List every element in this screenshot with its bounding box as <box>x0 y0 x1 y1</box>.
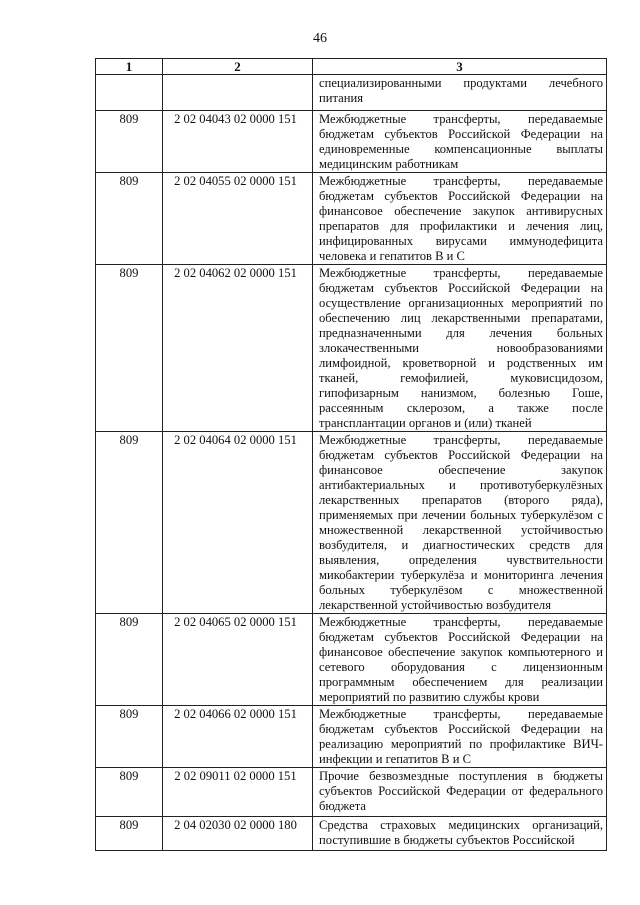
column-header-2: 2 <box>163 59 313 75</box>
description-cell: Прочие безвозмездные поступления в бюджеты субъектов Российской Федерации от федерального бюджета <box>313 768 607 817</box>
table-row <box>96 111 607 173</box>
description-cell: специализированными продуктами лечебного питания <box>313 75 607 111</box>
page-number: 46 <box>313 31 327 46</box>
table-row <box>96 768 607 817</box>
description-cell: Межбюджетные трансферты, передаваемые бюджетам субъектов Российской Федерации на финансовое обеспечение закупок антибактериальных и противотуберкулёзных лекарственных препаратов (второго ряда), применяемых при лечении больных туберкулёзом с множественной лекарственной устойчивостью возбудителя, и диагностических средств для выявления, определения чувствительности микобактерии туберкулёза и мониторинга лечения больных туберкулёзом с множественной лекарственной устойчивостью возбудителя <box>313 432 607 614</box>
table-row <box>96 817 607 851</box>
admin-code-cell: 809 <box>96 768 163 817</box>
description-cell: Межбюджетные трансферты, передаваемые бюджетам субъектов Российской Федерации на реализацию мероприятий по профилактике ВИЧ-инфекции и гепатитов В и С <box>313 706 607 768</box>
table-row <box>96 265 607 432</box>
budget-code-cell: 2 02 04062 02 0000 151 <box>163 265 313 432</box>
budget-code-cell: 2 02 09011 02 0000 151 <box>163 768 313 817</box>
budget-code-cell <box>163 75 313 111</box>
admin-code-cell <box>96 75 163 111</box>
budget-code-cell: 2 02 04066 02 0000 151 <box>163 706 313 768</box>
description-cell: Межбюджетные трансферты, передаваемые бюджетам субъектов Российской Федерации на финансовое обеспечение закупок компьютерного и сетевого оборудования с лицензионным программным обеспечением для реализации мероприятий по развитию службы крови <box>313 614 607 706</box>
budget-code-cell: 2 02 04064 02 0000 151 <box>163 432 313 614</box>
admin-code-cell: 809 <box>96 817 163 851</box>
budget-code-cell: 2 02 04043 02 0000 151 <box>163 111 313 173</box>
description-cell: Межбюджетные трансферты, передаваемые бюджетам субъектов Российской Федерации на финансовое обеспечение закупок антивирусных препаратов для профилактики и лечения лиц, инфицированных вирусами иммунодефицита человека и гепатитов В и С <box>313 173 607 265</box>
admin-code-cell: 809 <box>96 111 163 173</box>
table-row <box>96 432 607 614</box>
admin-code-cell: 809 <box>96 173 163 265</box>
table-row <box>96 75 607 111</box>
budget-code-cell: 2 02 04055 02 0000 151 <box>163 173 313 265</box>
budget-codes-table <box>95 58 607 851</box>
admin-code-cell: 809 <box>96 432 163 614</box>
description-cell: Межбюджетные трансферты, передаваемые бюджетам субъектов Российской Федерации на единовременные компенсационные выплаты медицинским работникам <box>313 111 607 173</box>
table-header-row <box>96 59 607 75</box>
admin-code-cell: 809 <box>96 265 163 432</box>
admin-code-cell: 809 <box>96 706 163 768</box>
admin-code-cell: 809 <box>96 614 163 706</box>
description-cell: Средства страховых медицинских организаций, поступившие в бюджеты субъектов Российской <box>313 817 607 851</box>
table-row <box>96 614 607 706</box>
description-cell: Межбюджетные трансферты, передаваемые бюджетам субъектов Российской Федерации на осуществление организационных мероприятий по обеспечению лиц лекарственными препаратами, предназначенными для лечения больных злокачественными новообразованиями лимфоидной, кроветворной и родственных им тканей, гемофилией, муковисцидозом, гипофизарным нанизмом, болезнью Гоше, рассеянным склерозом, а также после трансплантации органов и (или) тканей <box>313 265 607 432</box>
column-header-1: 1 <box>96 59 163 75</box>
budget-code-cell: 2 04 02030 02 0000 180 <box>163 817 313 851</box>
table-row <box>96 173 607 265</box>
table-row <box>96 706 607 768</box>
column-header-3: 3 <box>313 59 607 75</box>
budget-code-cell: 2 02 04065 02 0000 151 <box>163 614 313 706</box>
